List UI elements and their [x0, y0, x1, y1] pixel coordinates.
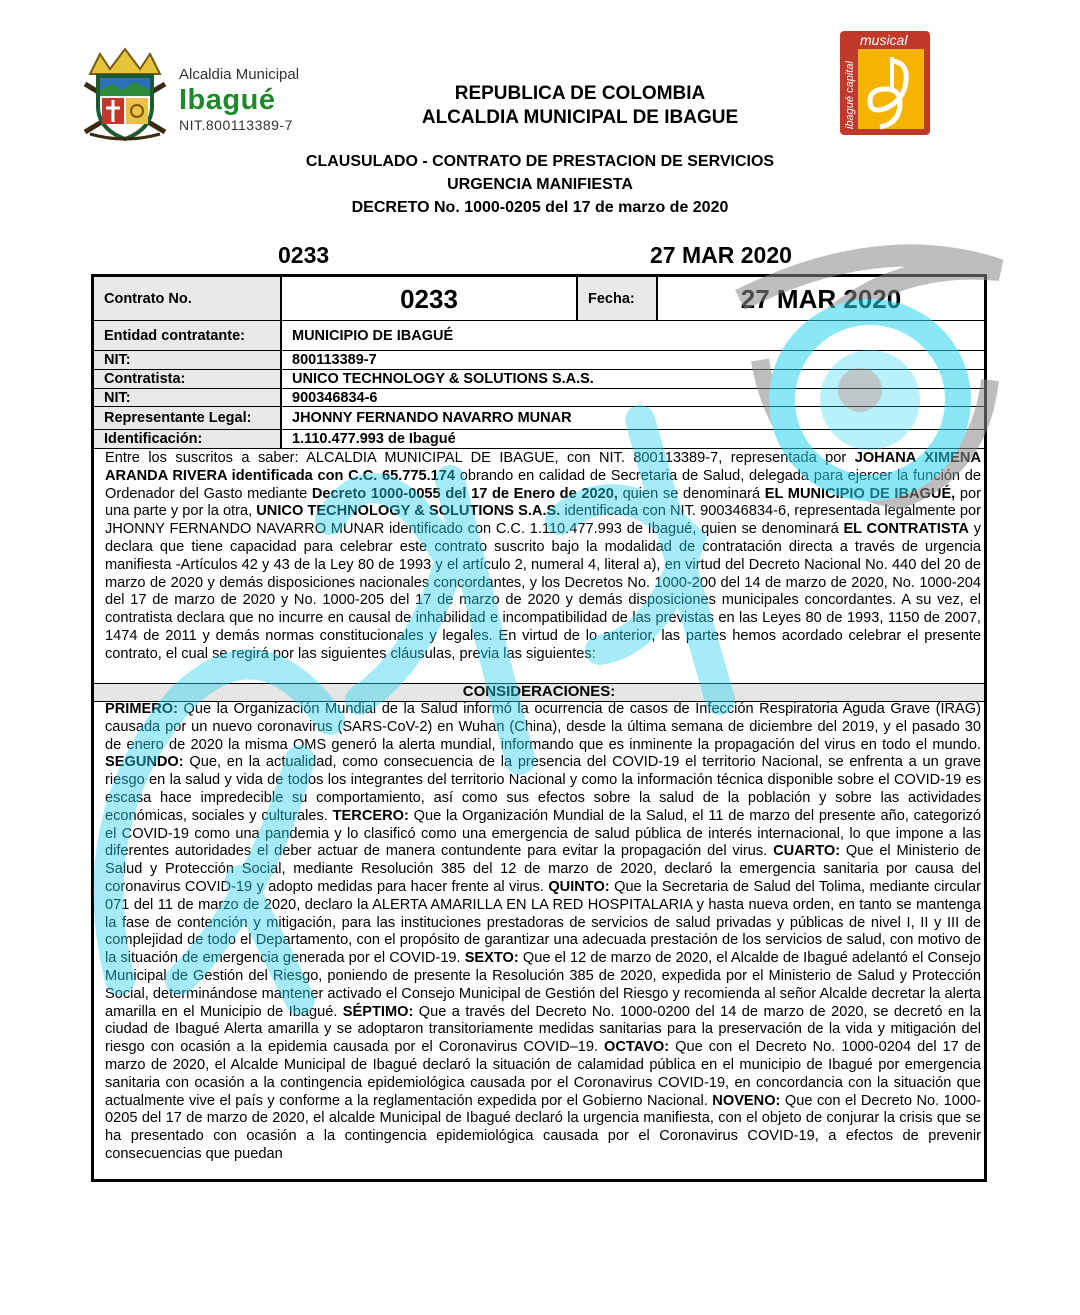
- clause-text: Que con el Decreto No. 1000-0204 del 17 de marzo de 2020, el Alcalde Municipal de Ibagué declaró la situación de calamidad pública en el municipio de Ibagué por emergencia sanitaria con ocasión a la contingencia epidemiológica causada por el Coronavirus COVID-19, en concordancia con la situación que actualmente vive el país y conforme a la reglamentación expedida por el Gobierno Nacional.: [105, 1039, 981, 1109]
- svg-text:musical: musical: [860, 32, 908, 48]
- fecha-label: Fecha:: [578, 277, 658, 320]
- clause-text: Que la Secretaria de Salud del Tolima, mediante circular 071 del 11 de marzo de 2020, declaro la ALERTA AMARILLA EN LA RED HOSPITALARIA y hasta nueva orden, en tanto se mantenga la fase de contención y mitigación, para las instituciones prestadoras de servicios de salud privadas y públicas de nivel I, II y III de complejidad de todo el Departamento, con el propósito de garantizar una adecuada prestación de los servicios de salud, con motivo de la situación de emergencia generada por el COVID-19.: [105, 878, 981, 967]
- intro-text: quien se denominará: [617, 485, 765, 502]
- row-label: Identificación:: [94, 430, 282, 448]
- row-value: UNICO TECHNOLOGY & SOLUTIONS S.A.S.: [292, 371, 594, 387]
- entidad-row: [94, 321, 984, 351]
- contract-number-row: [94, 277, 984, 321]
- intro-text: y declara que tiene capacidad para celebrar este contrato suscrito bajo la modalidad de contratación directa a través de urgencia manifiesta -Artículos 42 y 43 de la Ley 80 de 1993 y el artículo 2, numeral 4, literal a), en virtud del Decreto Nacional No. 440 del 20 de marzo de 2020 y demás disposiciones nacionales concordantes, y los Decretos No. 1000-200 del 14 de marzo de 2020, No. 1000-204 del 17 de marzo de 2020 y No. 1000-205 del 17 de marzo de 2020 y demás disposiciones municipales concordantes. A su vez, el contratista declara que no incurre en causal de inhabilidad e incompatibilidad de las previstas en las Leyes 80 de 1993, 1150 de 2007, 1474 de 2011 y demás normas constitucionales y legales. En virtud de lo anterior, las partes hemos acordado celebrar el presente contrato, el cual se regirá por las siguientes cláusulas, previa las siguientes:: [105, 521, 981, 662]
- clause-text: Que el Ministerio de Salud y Protección Social, mediante Resolución 385 del 12 de marzo de 2020, declaró la emergencia sanitaria por causa del coronavirus COVID-19 y adopto medidas para hacer frente al virus.: [105, 843, 981, 895]
- clause-text: Que la Organización Mundial de la Salud informó la ocurrencia de casos de Infección Respiratoria Aguda Grave (IRAG) causada por un nuevo coronavirus (SARS-CoV-2) en Wuhan (China), desde la última semana de diciembre del 2019, y el pasado 30 de enero de 2020 la misma OMS generó la alerta mundial, informando que es inminente la propagación del virus en todo el mundo.: [105, 701, 981, 753]
- clause-key: PRIMERO:: [105, 701, 178, 717]
- intro-bold: UNICO TECHNOLOGY & SOLUTIONS S.A.S.: [256, 503, 561, 520]
- intro-bold: EL MUNICIPIO DE IBAGUÉ,: [764, 485, 956, 502]
- clause-key: CUARTO:: [773, 843, 841, 860]
- clause-text: Que con el Decreto No. 1000-0205 del 17 de marzo de 2020, el alcalde Municipal de Ibagué declaró la urgencia manifiesta, con el objeto de conjurar la crisis que se ha presentado con ocasión a la contingencia epidemiológica causada por el Coronavirus COVID-19, a efectos de prevenir consecuencias que puedan: [105, 1092, 981, 1162]
- row-value: JHONNY FERNANDO NAVARRO MUNAR: [292, 410, 572, 426]
- clause-key: QUINTO:: [548, 878, 610, 895]
- contrato-label: Contrato No.: [94, 277, 282, 320]
- row-value: 800113389-7: [292, 352, 377, 368]
- contract-table: [91, 274, 987, 1182]
- clause-text: Que a través del Decreto No. 1000-0200 del 14 de marzo de 2020, se decretó en la ciudad de Ibagué Alerta amarilla y se adoptaron transitoriamente medidas sanitarias para la preservación de la vida y mitigación del riesgo con ocasión a la epidemia causada por el Coronavirus COVID–19.: [105, 1003, 981, 1056]
- intro-text: por una parte y por la otra,: [105, 485, 981, 520]
- alcaldia-logo-text: [179, 66, 299, 134]
- clause-key: SEXTO:: [464, 950, 519, 967]
- clause-key: SEGUNDO:: [105, 754, 184, 771]
- clause-text: Que el 12 de marzo de 2020, el Alcalde de Ibagué adelantó el Consejo Municipal de Gestión del Riesgo, poniendo de presente la Resolución 385 de 2020, expedida por el Ministerio de Salud y Protección Social, determinándose mantener activado el Consejo Municipal de Gestión del Riesgo y recomienda al señor Alcalde decretar la alerta amarilla en el Municipio de Ibagué.: [105, 950, 982, 1020]
- identificacion-row: [94, 430, 984, 449]
- intro-bold: EL CONTRATISTA: [843, 521, 969, 538]
- ibague-capital-musical-logo-icon: [840, 31, 930, 135]
- clause-text: Que la Organización Mundial de la Salud, el 11 de marzo del presente año, categorizó el COVID-19 como una pandemia y lo clasificó como una emergencia de salud pública de interés internacional, lo que impone a las diferentes autoridades el deber actuar de manera contundente para evitar la propagación del virus.: [105, 807, 981, 860]
- alcaldia-full-line: ALCALDIA MUNICIPAL DE IBAGUE: [421, 107, 739, 128]
- republic-line: REPUBLICA DE COLOMBIA: [454, 83, 706, 104]
- contract-title-line2: URGENCIA MANIFIESTA: [447, 176, 633, 193]
- row-value: 1.110.477.993 de Ibagué: [292, 431, 456, 447]
- row-label: Contratista:: [94, 370, 282, 388]
- contract-number-value: 0233: [282, 277, 578, 320]
- intro-paragraph: [105, 450, 981, 664]
- clause-key: TERCERO:: [332, 807, 409, 824]
- alcaldia-label: Alcaldia Municipal: [179, 66, 300, 83]
- contract-title: [180, 150, 900, 219]
- row-label: NIT:: [94, 351, 282, 369]
- row-label: NIT:: [94, 389, 282, 406]
- clause-key: SÉPTIMO:: [342, 1003, 414, 1020]
- row-label: Entidad contratante:: [94, 321, 282, 350]
- intro-bold: JOHANA XIMENA ARANDA RIVERA identificada con C.C. 65.775.174: [105, 450, 981, 484]
- city-name: Ibagué: [179, 84, 276, 116]
- consideraciones-paragraph: [105, 701, 981, 1164]
- intro-text: identificada con NIT. 900346834-6, representada legalmente por JHONNY FERNANDO NAVARRO MUNAR identificado con C.C. 1.110.477.993 de Ibagué, quien se denominará: [105, 503, 981, 538]
- ibague-crest-icon: [80, 44, 170, 144]
- contract-title-line3: DECRETO No. 1000-0205 del 17 de marzo de 2020: [351, 199, 729, 216]
- contract-title-line1: CLAUSULADO - CONTRATO DE PRESTACION DE SERVICIOS: [305, 153, 775, 170]
- clause-key: NOVENO:: [712, 1092, 781, 1109]
- clause-key: OCTAVO:: [604, 1039, 670, 1056]
- contract-date-heading: 27 MAR 2020: [650, 242, 792, 268]
- row-value: 900346834-6: [292, 390, 378, 406]
- representante-row: [94, 407, 984, 430]
- contratista-row: [94, 370, 984, 389]
- republic-heading: [360, 82, 800, 130]
- intro-text: obrando en calidad de Secretaria de Salud, delegada para ejercer la función de Ordenador del Gasto mediante: [105, 467, 981, 502]
- contract-number-heading: 0233: [278, 242, 330, 268]
- svg-text:ibagué capital: ibagué capital: [844, 61, 856, 129]
- intro-text: Entre los suscritos a saber: ALCALDIA MUNICIPAL DE IBAGUE, con NIT. 800113389-7, representada por: [105, 450, 855, 466]
- contract-date-value: 27 MAR 2020: [740, 284, 902, 314]
- contratista-nit-row: [94, 389, 984, 407]
- clause-text: Que, en la actualidad, como consecuencia de la presencia del COVID-19 el territorio Nacional, se enfrenta a un grave riesgo en la salud y vida de todos los integrantes del territorio Nacional y como la información técnica disponible sobre el COVID-19 es escasa hace impredecible su comportamiento, así como sus efectos sobre la salud de la población y sobre las actividades económicas, sociales y culturales.: [105, 754, 981, 824]
- intro-bold: Decreto 1000-0055 del 17 de Enero de 2020,: [311, 485, 618, 502]
- consideraciones-heading: CONSIDERACIONES:: [94, 683, 984, 702]
- alcaldia-nit: NIT.800113389-7: [179, 117, 293, 133]
- row-label: Representante Legal:: [94, 407, 282, 429]
- nit-row: [94, 351, 984, 370]
- row-value: MUNICIPIO DE IBAGUÉ: [292, 328, 454, 344]
